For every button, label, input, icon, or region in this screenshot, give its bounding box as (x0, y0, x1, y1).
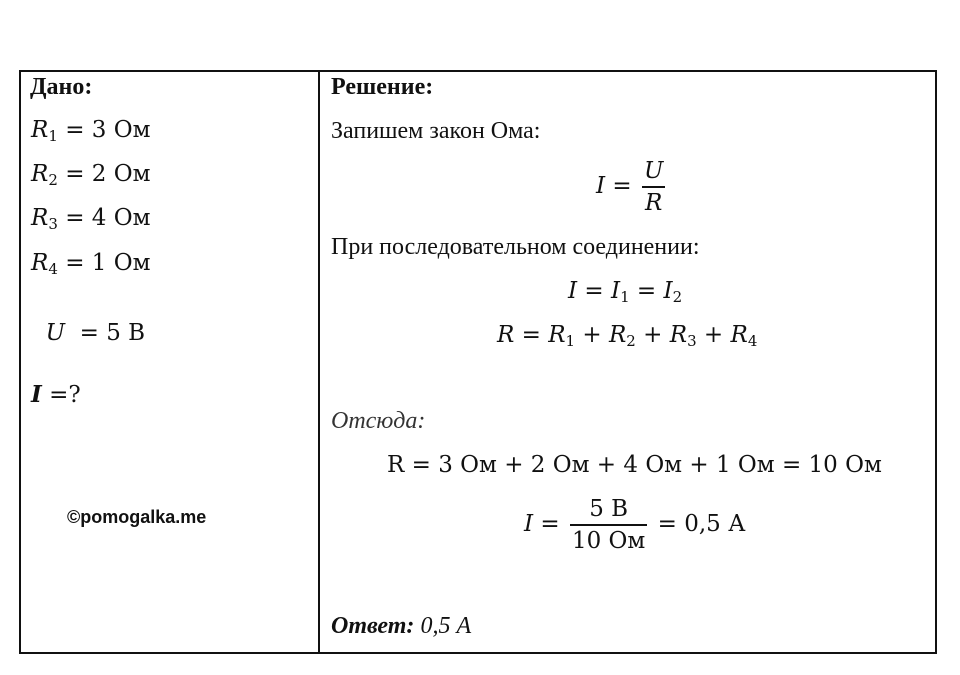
result-fraction: $\frac{5 В}{10 Ом}$ (571, 496, 646, 554)
answer-line: Ответ: 0,5 А (331, 613, 472, 639)
ohm-law-formula: I = $\frac{U}{R}$ (596, 158, 664, 216)
series-intro: При последовательном соединении: (331, 234, 700, 260)
resistance-calculation: R = 3 Ом + 2 Ом + 4 Ом + 1 Ом = 10 Ом (387, 452, 882, 478)
given-r4: $R_4 = 1$ Ом (31, 250, 151, 278)
current-equation: $I = I_1 = I_2$ (568, 278, 683, 306)
given-heading: Дано: (30, 74, 93, 100)
current-result-formula: I = $\frac{5 В}{10 Ом}$ = 0,5 А (524, 496, 746, 554)
resistance-equation: $R = R_1 + R_2 + R_3 + R_4$ (497, 322, 758, 350)
column-divider (318, 70, 320, 654)
given-u: U = 5 В (45, 320, 146, 346)
hence-label: Отсюда: (331, 408, 426, 434)
solution-heading: Решение: (331, 74, 434, 100)
task-table (19, 70, 937, 654)
find-current: I =? (31, 381, 81, 408)
given-r3: $R_3 = 4$ Ом (31, 205, 151, 233)
given-r2: $R_2 = 2$ Ом (31, 161, 151, 189)
ohm-intro: Запишем закон Ома: (331, 118, 541, 144)
watermark: ©pomogalka.me (67, 507, 207, 527)
given-r1: $R_1 = 3$ Ом (31, 117, 151, 145)
ohm-fraction: $\frac{U}{R}$ (643, 158, 664, 216)
